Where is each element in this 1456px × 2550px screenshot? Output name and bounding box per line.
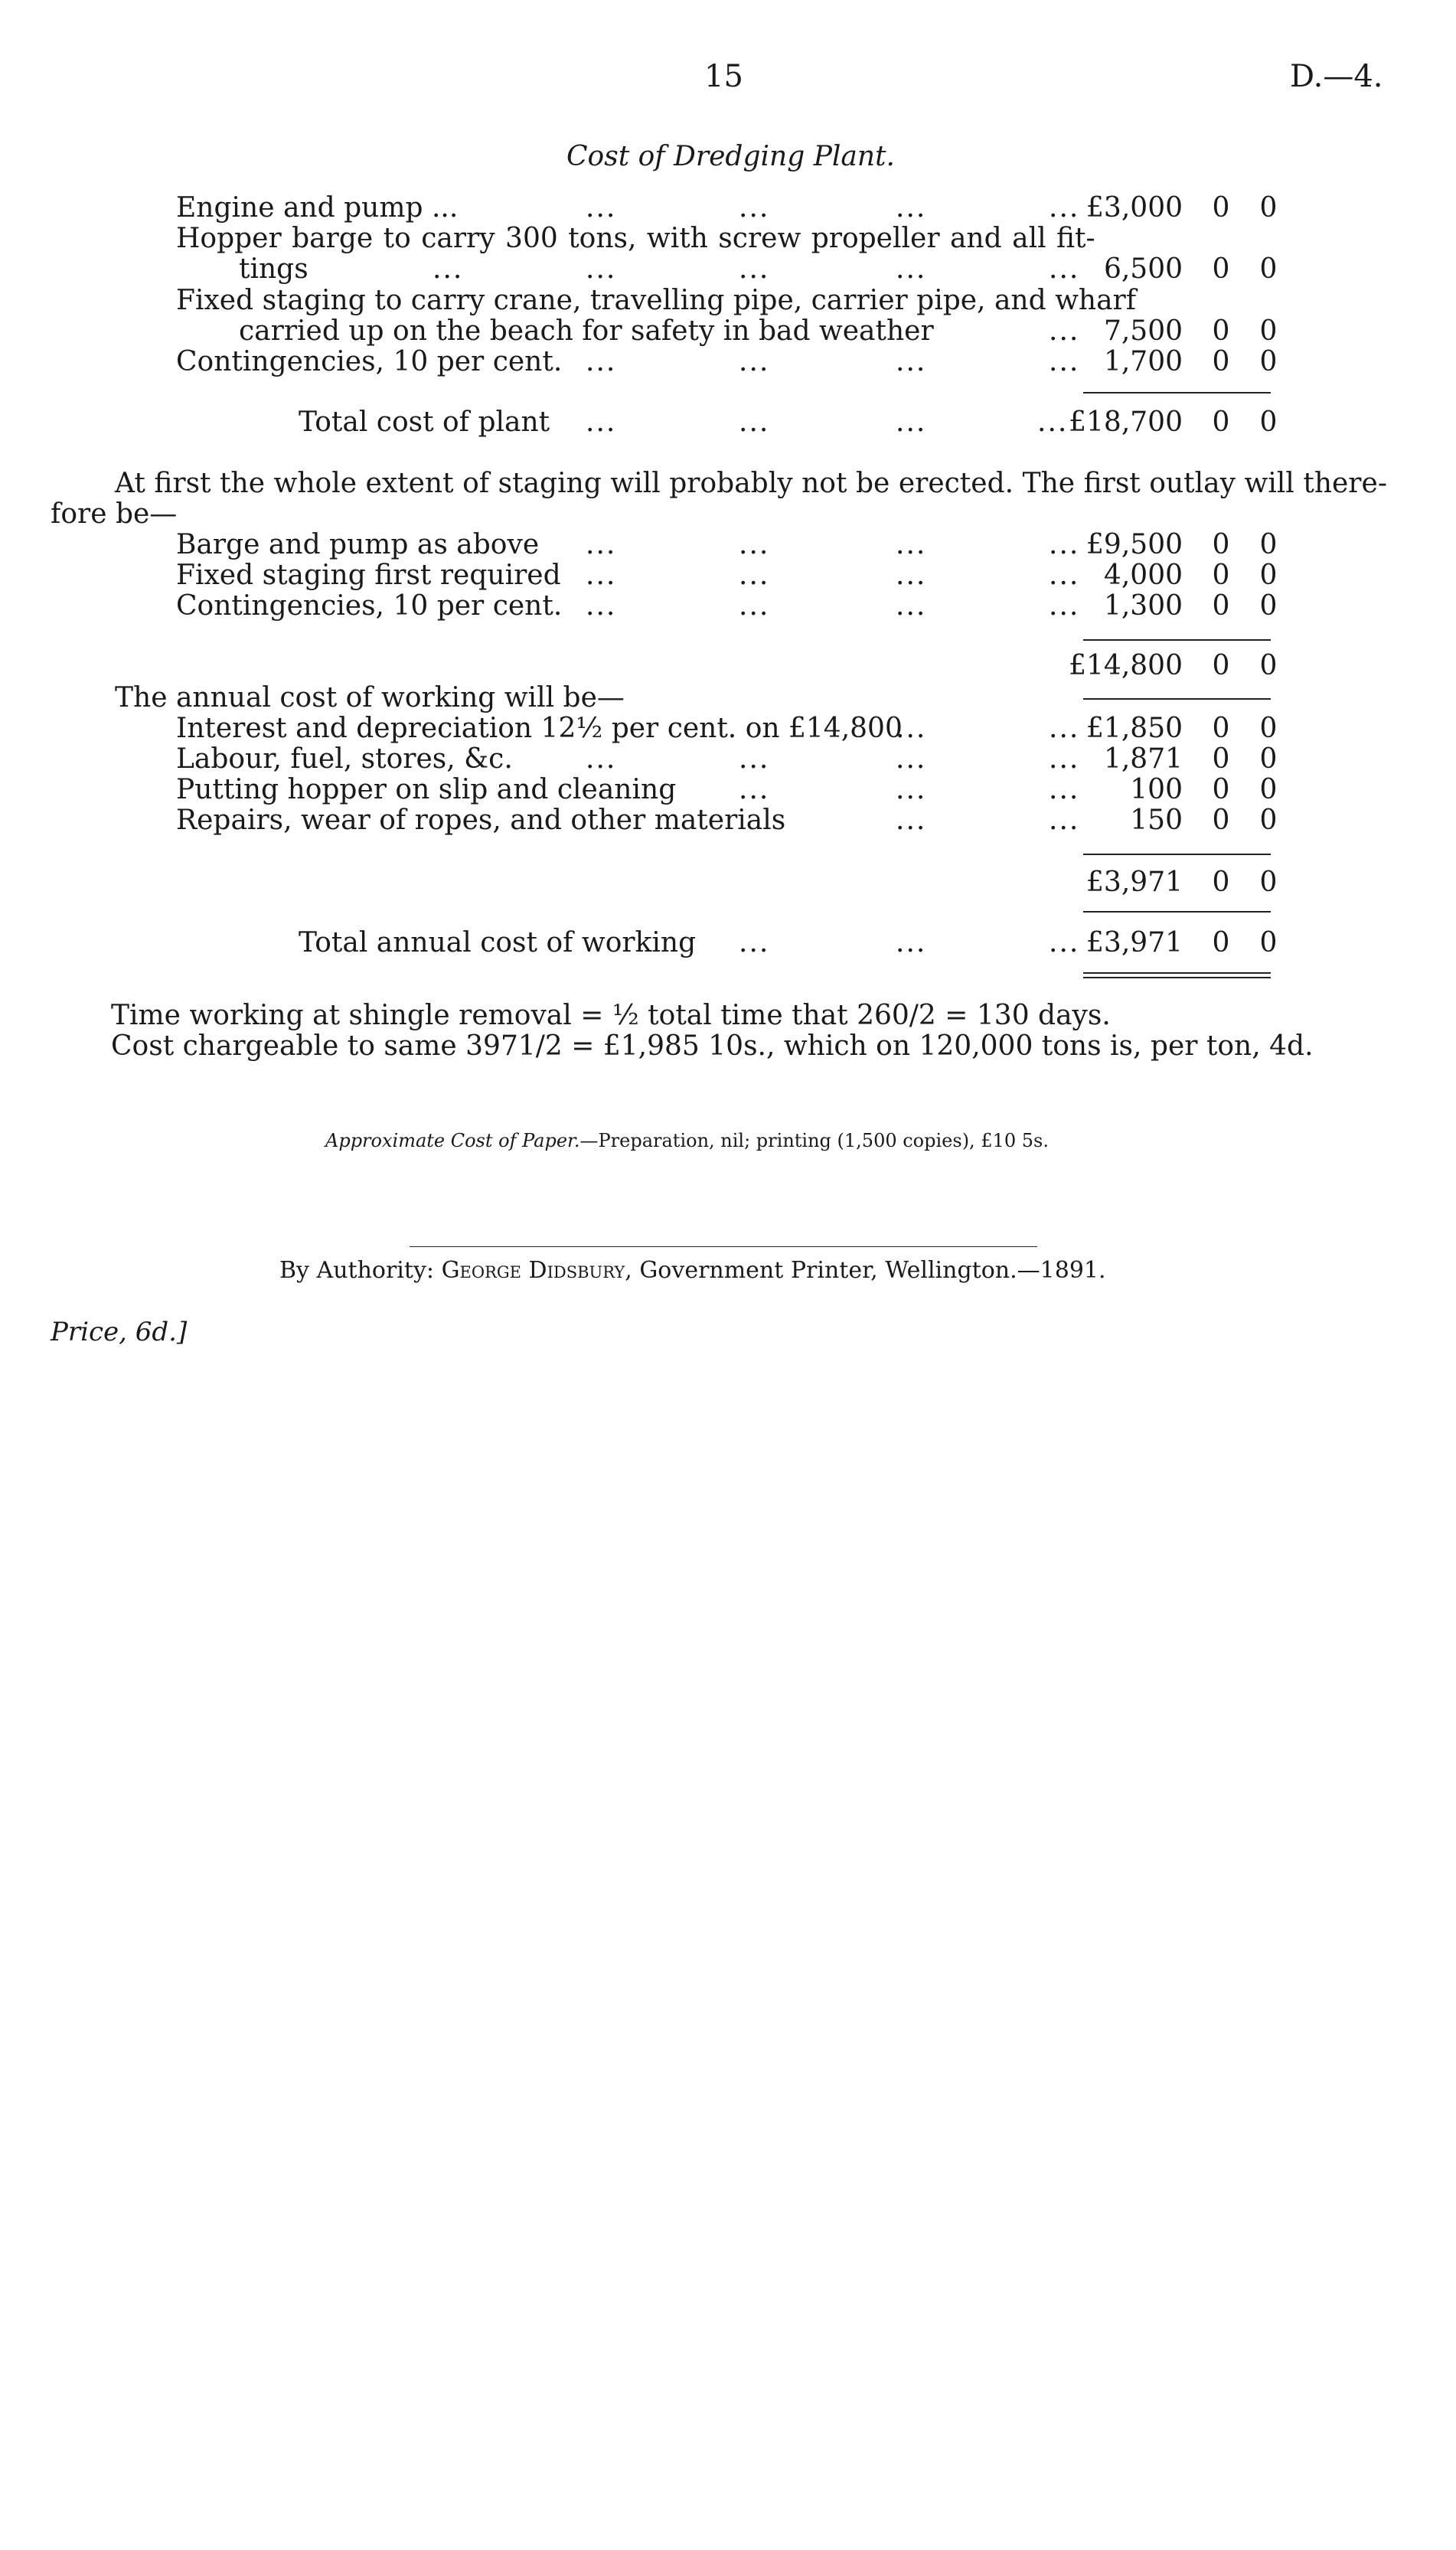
leader-dots: ... (739, 253, 770, 285)
outlay-shillings: 0 (1212, 590, 1230, 622)
leader-dots: ... (896, 192, 927, 224)
leader-dots: ... (586, 529, 617, 560)
leader-dots: ... (586, 346, 617, 377)
approximate-cost-text: —Preparation, nil; printing (1,500 copies), £10 5s. (579, 1130, 1049, 1151)
outlay-intro-cont: fore be— (51, 498, 178, 530)
sum-rule (1083, 972, 1271, 974)
outlay-shillings: 0 (1212, 560, 1230, 591)
leader-dots: ... (1049, 253, 1080, 285)
plant-pence: 0 (1259, 253, 1278, 285)
leader-dots: ... (433, 253, 464, 285)
outlay-amount: 1,300 (1103, 590, 1183, 622)
leader-dots: ... (1049, 192, 1080, 224)
leader-dots: ... (896, 346, 927, 377)
outlay-amount: £9,500 (1086, 529, 1183, 560)
leader-dots: ... (1049, 805, 1080, 836)
plant-shillings: 0 (1212, 346, 1230, 377)
leader-dots: ... (1049, 590, 1080, 622)
annual-amount: 100 (1130, 774, 1183, 805)
plant-total-shillings: 0 (1212, 406, 1230, 438)
approximate-cost-label: Approximate Cost of Paper. (325, 1130, 580, 1151)
time-working-note: Time working at shingle removal = ½ total time that 260/2 = 130 days. (111, 1000, 1111, 1031)
outlay-row-label: Barge and pump as above (176, 529, 540, 560)
price-note: Price, 6d.] (51, 1317, 188, 1347)
leader-dots: ... (739, 927, 770, 958)
annual-subtotal-amount: £3,971 (1086, 867, 1183, 898)
cost-chargeable-note: Cost chargeable to same 3971/2 = £1,985 10s., which on 120,000 tons is, per ton, 4d. (111, 1030, 1314, 1062)
page-number: 15 (704, 59, 743, 94)
plant-pence: 0 (1259, 315, 1278, 347)
leader-dots: ... (1037, 406, 1069, 438)
plant-row-label: Engine and pump ... (176, 192, 459, 224)
plant-amount: £3,000 (1086, 192, 1183, 224)
plant-row-label: Fixed staging to carry crane, travelling pipe, carrier pipe, and wharf (176, 285, 1137, 316)
annual-row-label: Labour, fuel, stores, &c. (176, 743, 513, 775)
leader-dots: ... (1049, 743, 1080, 775)
sum-rule (1083, 392, 1271, 393)
plant-amount: 1,700 (1103, 346, 1183, 377)
leader-dots: ... (739, 560, 770, 591)
leader-dots: ... (1049, 560, 1080, 591)
plant-row-label-cont: carried up on the beach for safety in bad weather (239, 315, 934, 347)
plant-shillings: 0 (1212, 192, 1230, 224)
annual-total-amount: £3,971 (1086, 927, 1183, 958)
leader-dots: ... (739, 529, 770, 560)
authority-suffix: , Government Printer, Wellington.—1891. (625, 1257, 1106, 1284)
annual-pence: 0 (1259, 774, 1278, 805)
footer-rule (410, 1246, 1037, 1247)
outlay-row-label: Fixed staging first required (176, 560, 561, 591)
leader-dots: ... (1049, 346, 1080, 377)
plant-shillings: 0 (1212, 253, 1230, 285)
annual-subtotal-pence: 0 (1259, 867, 1278, 898)
sum-rule (1083, 854, 1271, 855)
authority-line (279, 1258, 1106, 1284)
plant-pence: 0 (1259, 192, 1278, 224)
annual-total-shillings: 0 (1212, 927, 1230, 958)
annual-amount: 1,871 (1103, 743, 1183, 775)
leader-dots: ... (896, 805, 927, 836)
leader-dots: ... (896, 406, 927, 438)
outlay-pence: 0 (1259, 560, 1278, 591)
annual-shillings: 0 (1212, 805, 1230, 836)
outlay-amount: 4,000 (1103, 560, 1183, 591)
plant-row-label: Contingencies, 10 per cent. (176, 346, 563, 377)
leader-dots: ... (1049, 315, 1080, 347)
annual-intro: The annual cost of working will be— (115, 682, 625, 713)
annual-subtotal-shillings: 0 (1212, 867, 1230, 898)
document-reference: D.—4. (1290, 59, 1383, 94)
leader-dots: ... (739, 406, 770, 438)
outlay-total-pence: 0 (1259, 650, 1278, 681)
leader-dots: ... (586, 560, 617, 591)
plant-amount: 7,500 (1103, 315, 1183, 347)
annual-row-label: Interest and depreciation 12½ per cent. on £14,800 (176, 713, 903, 744)
leader-dots: ... (1049, 529, 1080, 560)
outlay-shillings: 0 (1212, 529, 1230, 560)
outlay-intro: At first the whole extent of staging will probably not be erected. The first outlay will there- (115, 468, 1387, 499)
leader-dots: ... (896, 713, 927, 744)
leader-dots: ... (739, 192, 770, 224)
leader-dots: ... (739, 743, 770, 775)
sum-rule (1083, 977, 1271, 978)
leader-dots: ... (1049, 927, 1080, 958)
annual-pence: 0 (1259, 805, 1278, 836)
annual-total-label: Total annual cost of working (299, 927, 697, 958)
annual-total-pence: 0 (1259, 927, 1278, 958)
leader-dots: ... (896, 590, 927, 622)
plant-row-label: Hopper barge to carry 300 tons, with screw propeller and all fit- (176, 223, 1095, 254)
annual-amount: 150 (1130, 805, 1183, 836)
annual-row-label: Putting hopper on slip and cleaning (176, 774, 677, 805)
annual-shillings: 0 (1212, 743, 1230, 775)
outlay-total-amount: £14,800 (1069, 650, 1183, 681)
leader-dots: ... (896, 927, 927, 958)
leader-dots: ... (896, 529, 927, 560)
approximate-cost-note (325, 1130, 1049, 1151)
leader-dots: ... (739, 590, 770, 622)
annual-pence: 0 (1259, 743, 1278, 775)
annual-shillings: 0 (1212, 713, 1230, 744)
plant-total-pence: 0 (1259, 406, 1278, 438)
leader-dots: ... (586, 406, 617, 438)
plant-row-label-cont: tings (239, 253, 309, 285)
annual-shillings: 0 (1212, 774, 1230, 805)
annual-amount: £1,850 (1086, 713, 1183, 744)
plant-shillings: 0 (1212, 315, 1230, 347)
section-title: Cost of Dredging Plant. (566, 141, 895, 172)
sum-rule (1083, 639, 1271, 641)
leader-dots: ... (586, 590, 617, 622)
plant-total-label: Total cost of plant (299, 406, 550, 438)
leader-dots: ... (1049, 774, 1080, 805)
sum-rule (1083, 911, 1271, 913)
outlay-row-label: Contingencies, 10 per cent. (176, 590, 563, 622)
leader-dots: ... (1049, 713, 1080, 744)
sum-rule (1083, 698, 1271, 700)
leader-dots: ... (586, 253, 617, 285)
authority-prefix: By Authority: (279, 1257, 435, 1284)
leader-dots: ... (896, 253, 927, 285)
leader-dots: ... (896, 743, 927, 775)
plant-total-amount: £18,700 (1069, 406, 1183, 438)
outlay-pence: 0 (1259, 529, 1278, 560)
plant-amount: 6,500 (1103, 253, 1183, 285)
authority-printer-name: George Didsbury (441, 1257, 625, 1284)
outlay-total-shillings: 0 (1212, 650, 1230, 681)
leader-dots: ... (896, 560, 927, 591)
outlay-pence: 0 (1259, 590, 1278, 622)
plant-pence: 0 (1259, 346, 1278, 377)
leader-dots: ... (896, 774, 927, 805)
leader-dots: ... (586, 743, 617, 775)
annual-pence: 0 (1259, 713, 1278, 744)
leader-dots: ... (586, 192, 617, 224)
leader-dots: ... (739, 774, 770, 805)
annual-row-label: Repairs, wear of ropes, and other materials (176, 805, 786, 836)
leader-dots: ... (739, 346, 770, 377)
